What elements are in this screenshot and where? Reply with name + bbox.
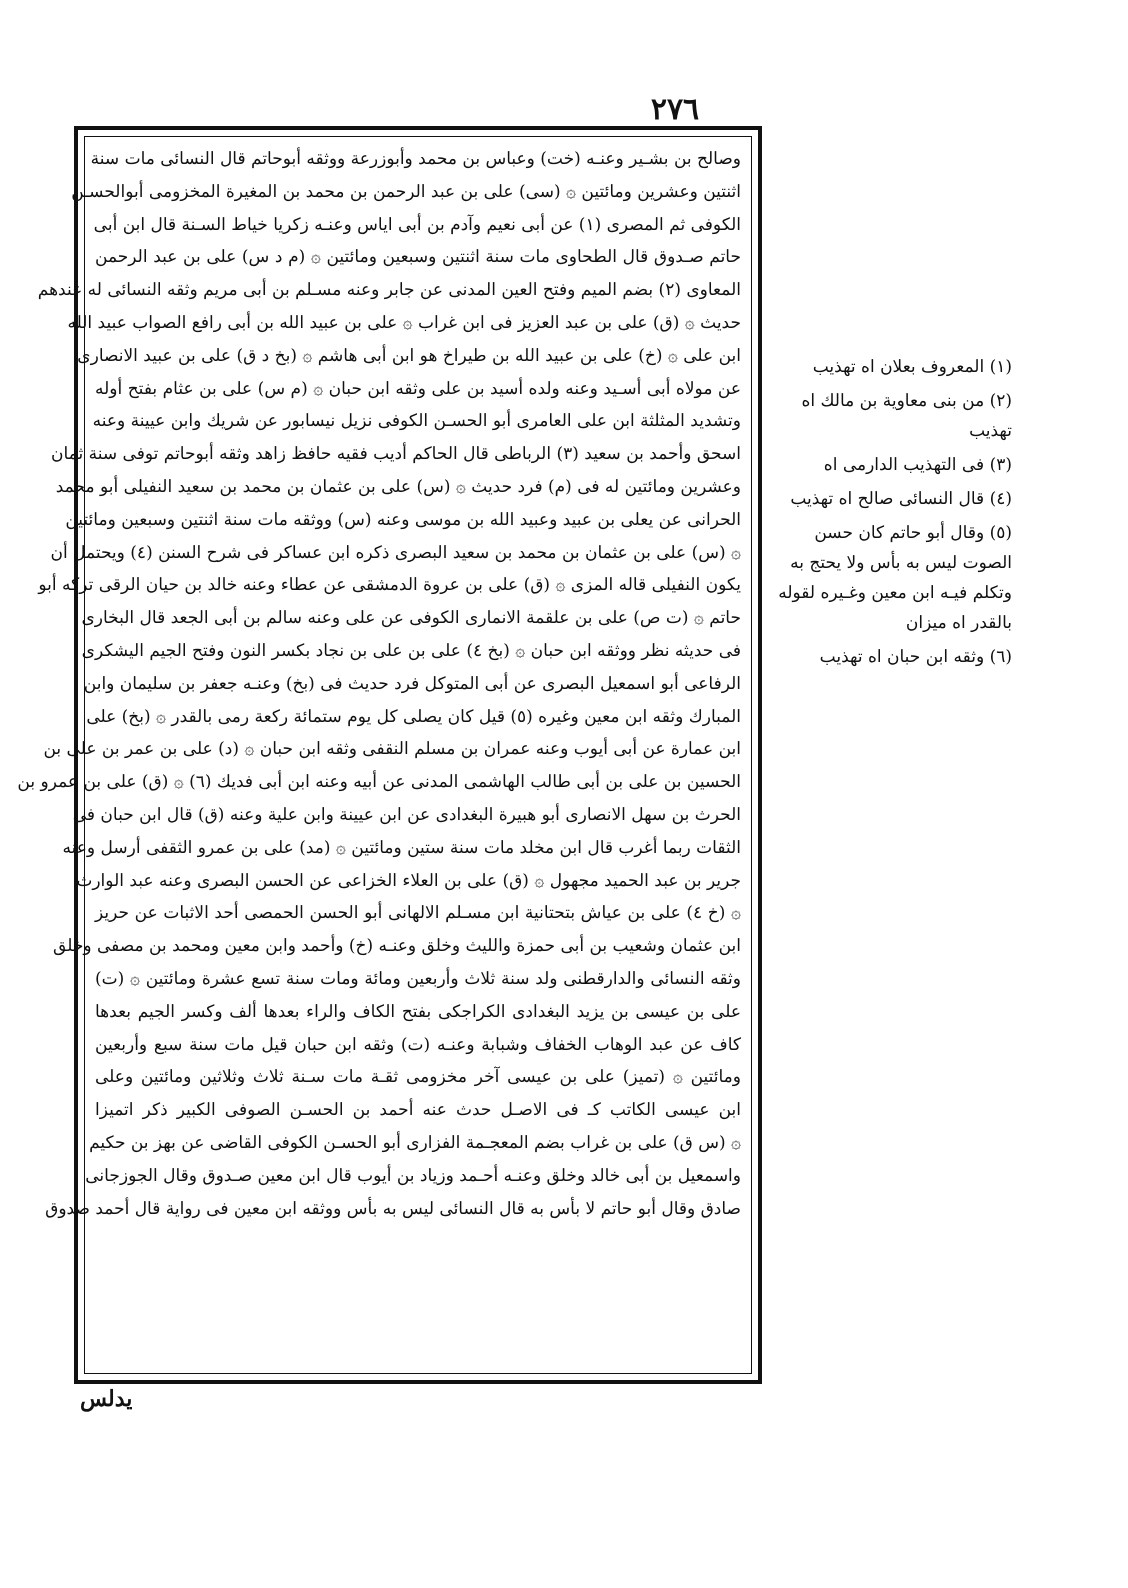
main-text-line: صادق وقال أبو حاتم لا بأس به قال النسائى ليس به بأس ووثقه ابن معين فى رواية قال أحمد صدوق bbox=[45, 1198, 741, 1219]
catchword: يدلس bbox=[80, 1386, 133, 1412]
footnote-1: (١) المعروف بعلان اه تهذيب bbox=[812, 357, 1012, 377]
main-text-line: ۞ (خ ٤) على بن عياش بتحتانية ابن مسـلم الالهانى أبو الحسن الحمصى أحد الاثبات عن حريز bbox=[95, 903, 741, 924]
page-number: ٢٧٦ bbox=[650, 92, 700, 127]
text-frame-inner bbox=[17, 136, 752, 1374]
main-text-line: جرير بن عبد الحميد مجهول ۞ (ق) على بن العلاء الخزاعى عن الحسن البصرى وعنه عبد الوارث bbox=[76, 870, 741, 891]
main-text-line: ابن على ۞ (خ) على بن عبيد الله بن طيراخ هو ابن أبى هاشم ۞ (بخ د ق) على بن عبيد الانصارى bbox=[77, 345, 741, 366]
main-text-line: فى حديثه نظر ووثقه ابن حبان ۞ (بخ ٤) على بن على بن نجاد بكسر النون وفتح الجيم اليشكرى bbox=[81, 640, 741, 661]
footnote-5: (٥) وقال أبو حاتم كان حسن الصوت ليس به بأس ولا يحتج به وتكلم فيـه ابن معين وغـيره لقوله بالقدر اه ميزان bbox=[778, 523, 1012, 633]
main-text-line: الحسين بن على بن أبى طالب الهاشمى المدنى عن أبيه وعنه ابن أبى فديك (٦) ۞ (ق) على بن عمرو بن bbox=[17, 772, 741, 793]
main-text-line: ابن عمارة عن أبى أيوب وعنه عمران بن مسلم النقفى وثقه ابن حبان ۞ (د) على بن عمر بن على بن bbox=[43, 739, 741, 760]
footnote-3: (٣) فى التهذيب الدارمى اه bbox=[823, 455, 1012, 475]
main-text-line: المعاوى (٢) بضم الميم وفتح العين المدنى عن جابر وعنه مسـلم بن أبى مريم وثقه النسائى له عندهم bbox=[37, 280, 741, 301]
main-text-line: حاتم ۞ (ت ص) على بن علقمة الانمارى الكوفى عن على وعنه سالم بن أبى الجعد قال البخارى bbox=[81, 608, 741, 629]
main-text-line: الرفاعى أبو اسمعيل البصرى عن أبى المتوكل فرد حديث فى (بخ) وعنـه جعفر بن سليمان وابن bbox=[83, 673, 741, 694]
main-text-line: حديث ۞ (ق) على بن عبد العزيز فى ابن غراب ۞ على بن عبيد الله بن أبى رافع الصواب عبيد الله bbox=[67, 312, 741, 333]
footnote-6: (٦) وثقه ابن حبان اه تهذيب bbox=[819, 647, 1012, 667]
main-text-line: وصالح بن بشـير وعنـه (خت) وعباس بن محمد وأبوزرعة ووثقه أبوحاتم قال النسائى مات سنة bbox=[90, 149, 741, 169]
main-text-line: وثقه النسائى والدارقطنى ولد سنة ثلاث وأربعين ومائة ومات سنة تسع عشرة ومائتين ۞ (ت) bbox=[95, 968, 741, 989]
main-text-line: المبارك وثقه ابن معين وغيره (٥) قيل كان يصلى كل يوم ستمائة ركعة رمى بالقدر ۞ (بخ) على bbox=[86, 706, 741, 727]
main-text-line: على بن عيسى بن يزيد البغدادى الكراجكى بفتح الكاف والراء بعدها ألف وكسر الجيم بعدها bbox=[95, 1001, 741, 1022]
main-text-line: وتشديد المثلثة ابن على العامرى أبو الحسـن الكوفى نزيل نيسابور عن شريك وابن عيينة وعنه bbox=[92, 411, 741, 432]
margin-footnotes bbox=[772, 352, 1012, 676]
main-text-line: اسحق وأحمد بن سعيد (٣) الرباطى قال الحاكم أديب فقيه حافظ زاهد وثقه أبوحاتم توفى سنة ثمان bbox=[51, 444, 741, 465]
main-text-line: الكوفى ثم المصرى (١) عن أبى نعيم وآدم بن أبى اياس وعنـه زكريا خياط السـنة قال ابن أبى bbox=[93, 214, 741, 235]
main-text-body bbox=[17, 143, 741, 1225]
main-text-line: ابن عيسى الكاتب كـ فى الاصـل حدث عنه أحمد بن الحسـن الصوفى الكبير ذكر اتميزا bbox=[95, 1100, 741, 1121]
text-frame-outer bbox=[17, 126, 762, 1384]
main-text-line: ۞ (س ق) على بن غراب بضم المعجـمة الفزارى أبو الحسـن الكوفى القاضى عن بهز بن حكيم bbox=[89, 1132, 741, 1153]
footnote-4: (٤) قال النسائى صالح اه تهذيب bbox=[790, 489, 1012, 509]
main-text-line: واسمعيل بن أبى خالد وخلق وعنـه أحـمد وزياد بن أيوب قال ابن معين صـدوق وقال الجوزجانى bbox=[85, 1165, 741, 1186]
main-text-line: ابن عثمان وشعيب بن أبى حمزة والليث وخلق وعنـه (خ) وأحمد وابن معين ومحمد بن مصفى وخلق bbox=[53, 936, 741, 957]
footnote-2: (٢) من بنى معاوية بن مالك اه تهذيب bbox=[801, 391, 1012, 441]
main-text-line: يكون النفيلى قاله المزى ۞ (ق) على بن عروة الدمشقى عن عطاء وعنه خالد بن حيان الرقى تركه أبو bbox=[38, 575, 741, 596]
main-text-line: ومائتين ۞ (تميز) على بن عيسى آخر مخزومى ثقـة مات سـنة ثلاث وثلاثين ومائتين وعلى bbox=[95, 1067, 741, 1088]
main-text-line: الحرانى عن يعلى بن عبيد وعبيد الله بن موسى وعنه (س) ووثقه مات سنة اثنتين وسبعين ومائتين bbox=[65, 509, 741, 530]
main-text-line: عن مولاه أبى أسـيد وعنه ولده أسيد بن على وثقه ابن حبان ۞ (م س) على بن عثام بفتح أوله bbox=[95, 378, 741, 399]
main-text-line: اثنتين وعشرين ومائتين ۞ (سى) على بن عبد الرحمن بن محمد بن المغيرة المخزومى أبوالحسـن bbox=[71, 181, 741, 202]
main-text-line: الثقات ربما أغرب قال ابن مخلد مات سنة ستين ومائتين ۞ (مد) على بن عمرو الثقفى أرسل وعنه bbox=[62, 837, 741, 858]
main-text-line: ۞ (س) على بن عثمان بن محمد بن سعيد البصرى ذكره ابن عساكر فى شرح السنن (٤) ويحتمل أن bbox=[50, 542, 741, 563]
main-text-line: كاف عن عبد الوهاب الخفاف وشبابة وعنـه (ت) وثقه ابن حبان قيل مات سنة سبع وأربعين bbox=[95, 1034, 741, 1055]
main-text-line: حاتم صـدوق قال الطحاوى مات سنة اثنتين وسبعين ومائتين ۞ (م د س) على بن عبد الرحمن bbox=[95, 247, 741, 268]
main-text-line: الحرث بن سهل الانصارى أبو هبيرة البغدادى عن ابن عيينة وابن علية وعنه (ق) قال ابن حبان فى bbox=[72, 804, 741, 825]
main-text-line: وعشرين ومائتين له فى (م) فرد حديث ۞ (س) على بن عثمان بن محمد بن سعيد النفيلى أبو محمد bbox=[55, 476, 741, 497]
